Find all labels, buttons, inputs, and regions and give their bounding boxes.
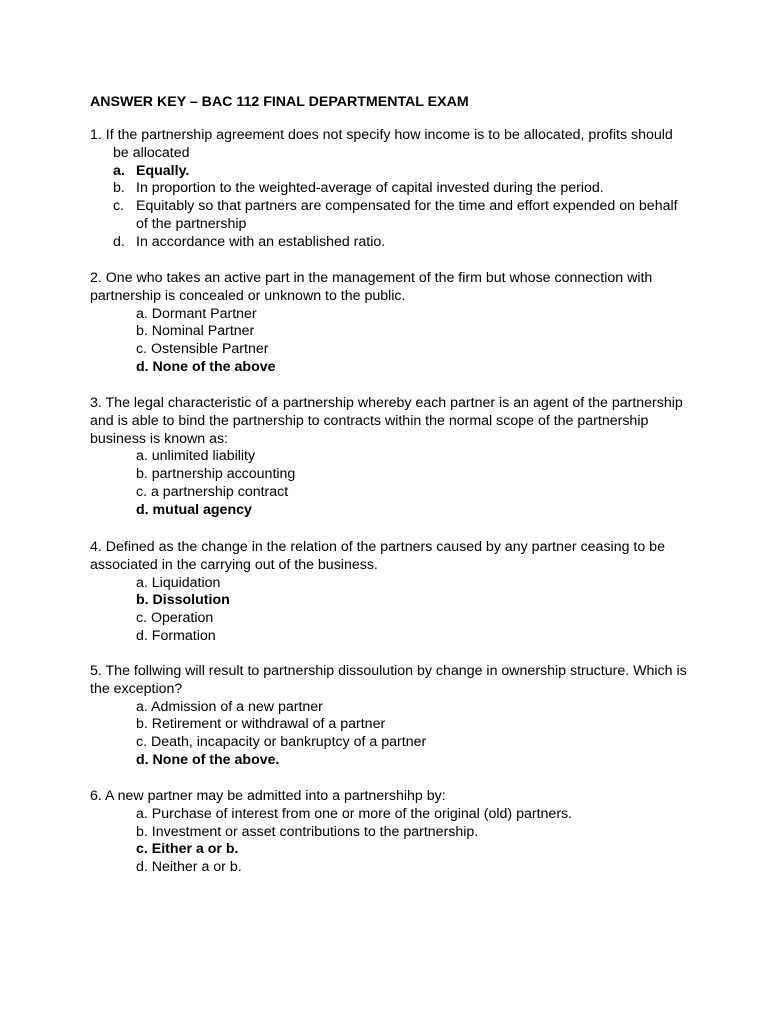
option-letter: d. [113, 233, 125, 250]
option-d: d. mutual agency [136, 501, 252, 518]
question-stem: 3. The legal characteristic of a partnership whereby each partner is an agent of the partnership and is able to bind the partnership to contracts within the normal scope of the partnership business is known as: [90, 395, 683, 447]
option-b: b. Nominal Partner [136, 323, 255, 340]
question-stem: 1. If the partnership agreement does not specify how income is to be allocated, profits should be allocated [90, 127, 673, 161]
question-stem: 6. A new partner may be admitted into a partnershihp by: [90, 788, 446, 804]
option-d [90, 234, 690, 252]
question-stem: 5. The follwing will result to partnership dissoulution by change in ownership structure. Which is the exception? [90, 663, 687, 697]
document-title: ANSWER KEY – BAC 112 FINAL DEPARTMENTAL EXAM [90, 94, 469, 110]
option-a: a. Liquidation [136, 574, 221, 591]
option-list [90, 306, 690, 377]
option-letter: b. [113, 180, 125, 197]
option-letter: c. [113, 198, 125, 215]
option-c: c. a partnership contract [136, 483, 289, 500]
option-list [90, 575, 690, 646]
question-2 [90, 270, 690, 377]
question-stem: 2. One who takes an active part in the management of the firm but whose connection with partnership is concealed or unknown to the public. [90, 270, 653, 304]
question-4 [90, 539, 690, 646]
option-letter: a. [113, 162, 125, 179]
option-a: a. Purchase of interest from one or more of the original (old) partners. [136, 805, 573, 822]
question-5 [90, 663, 690, 770]
option-a: a. Dormant Partner [136, 305, 257, 322]
option-c [90, 198, 690, 234]
option-list [90, 699, 690, 770]
option-c: c. Either a or b. [136, 841, 239, 858]
option-a: a. unlimited liability [136, 448, 256, 465]
option-text: In proportion to the weighted-average of capital invested during the period. [136, 180, 604, 197]
option-a: a. Admission of a new partner [136, 698, 323, 715]
option-list [90, 448, 690, 519]
option-text: Equally. [136, 162, 190, 179]
question-3 [90, 395, 690, 520]
option-d: d. None of the above. [136, 751, 280, 768]
option-text: Equitably so that partners are compensated for the time and effort expended on behalf of the partnership [136, 198, 678, 232]
option-c: c. Operation [136, 610, 214, 627]
option-d: d. None of the above [136, 358, 276, 375]
option-b: b. Retirement or withdrawal of a partner [136, 716, 386, 733]
option-b: b. Investment or asset contributions to the partnership. [136, 823, 479, 840]
option-a [90, 163, 690, 181]
option-b: b. partnership accounting [136, 466, 296, 483]
option-list [90, 163, 690, 252]
option-list [90, 806, 690, 877]
question-1 [90, 127, 690, 252]
option-d: d. Formation [136, 627, 216, 644]
option-c: c. Ostensible Partner [136, 341, 269, 358]
option-b [90, 180, 690, 198]
option-b: b. Dissolution [136, 592, 230, 609]
option-c: c. Death, incapacity or bankruptcy of a partner [136, 734, 427, 751]
option-text: In accordance with an established ratio. [136, 233, 386, 250]
option-d: d. Neither a or b. [136, 859, 242, 876]
question-stem: 4. Defined as the change in the relation of the partners caused by any partner ceasing to be associated in the carrying out of the business. [90, 539, 665, 573]
question-6 [90, 788, 690, 877]
